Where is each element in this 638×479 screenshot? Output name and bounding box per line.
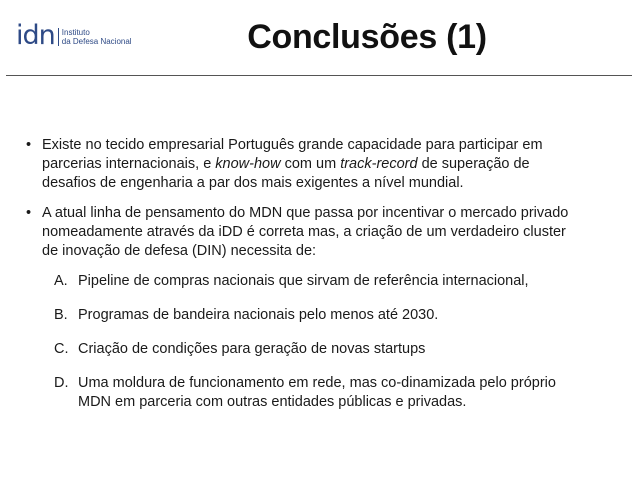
logo-line-2: da Defesa Nacional xyxy=(61,37,132,46)
title-divider xyxy=(6,75,632,76)
bullet-item-2 xyxy=(26,204,586,261)
logo-mark: idn xyxy=(16,20,55,51)
list-text: Criação de condições para geração de novas startups xyxy=(78,341,426,357)
bullet-2-text: A atual linha de pensamento do MDN que passa por incentivar o mercado privado nomeadamente através da iDD é correta mas, a criação de um verdadeiro cluster de inovação de defesa (DIN) necessita de: xyxy=(42,205,569,259)
requirements-list xyxy=(26,272,586,412)
bullet-icon: • xyxy=(26,137,32,153)
bullet-1-term-know-how: know-how xyxy=(215,156,281,172)
bullet-1-term-track-record: track-record xyxy=(340,156,418,172)
list-letter: B. xyxy=(54,307,68,323)
list-item-b xyxy=(54,306,586,325)
list-letter: D. xyxy=(54,375,69,391)
bullet-1-text-a: Existe no tecido empresarial Português grande capacidade para participar em parcerias internacionais, e xyxy=(42,137,543,172)
page-title: Conclusões (1) xyxy=(247,18,487,56)
list-item-a xyxy=(54,272,586,291)
list-item-c xyxy=(54,340,586,359)
bullet-1-text-b: com um xyxy=(280,156,341,172)
bullet-1-text-c: de superação de desafios de engenharia a par dos mais exigentes a nível mundial. xyxy=(42,156,530,191)
list-letter: A. xyxy=(54,273,68,289)
logo-line-1: Instituto xyxy=(61,28,90,37)
list-text: Uma moldura de funcionamento em rede, mas co-dinamizada pelo próprio MDN em parceria com outras entidades públicas e privadas. xyxy=(78,375,556,410)
list-item-d xyxy=(54,374,586,412)
bullet-icon: • xyxy=(26,205,32,221)
bullet-item-1 xyxy=(26,136,586,193)
list-letter: C. xyxy=(54,341,69,357)
slide-body xyxy=(26,136,586,427)
list-text: Pipeline de compras nacionais que sirvam de referência internacional, xyxy=(78,273,529,289)
list-text: Programas de bandeira nacionais pelo menos até 2030. xyxy=(78,307,439,323)
